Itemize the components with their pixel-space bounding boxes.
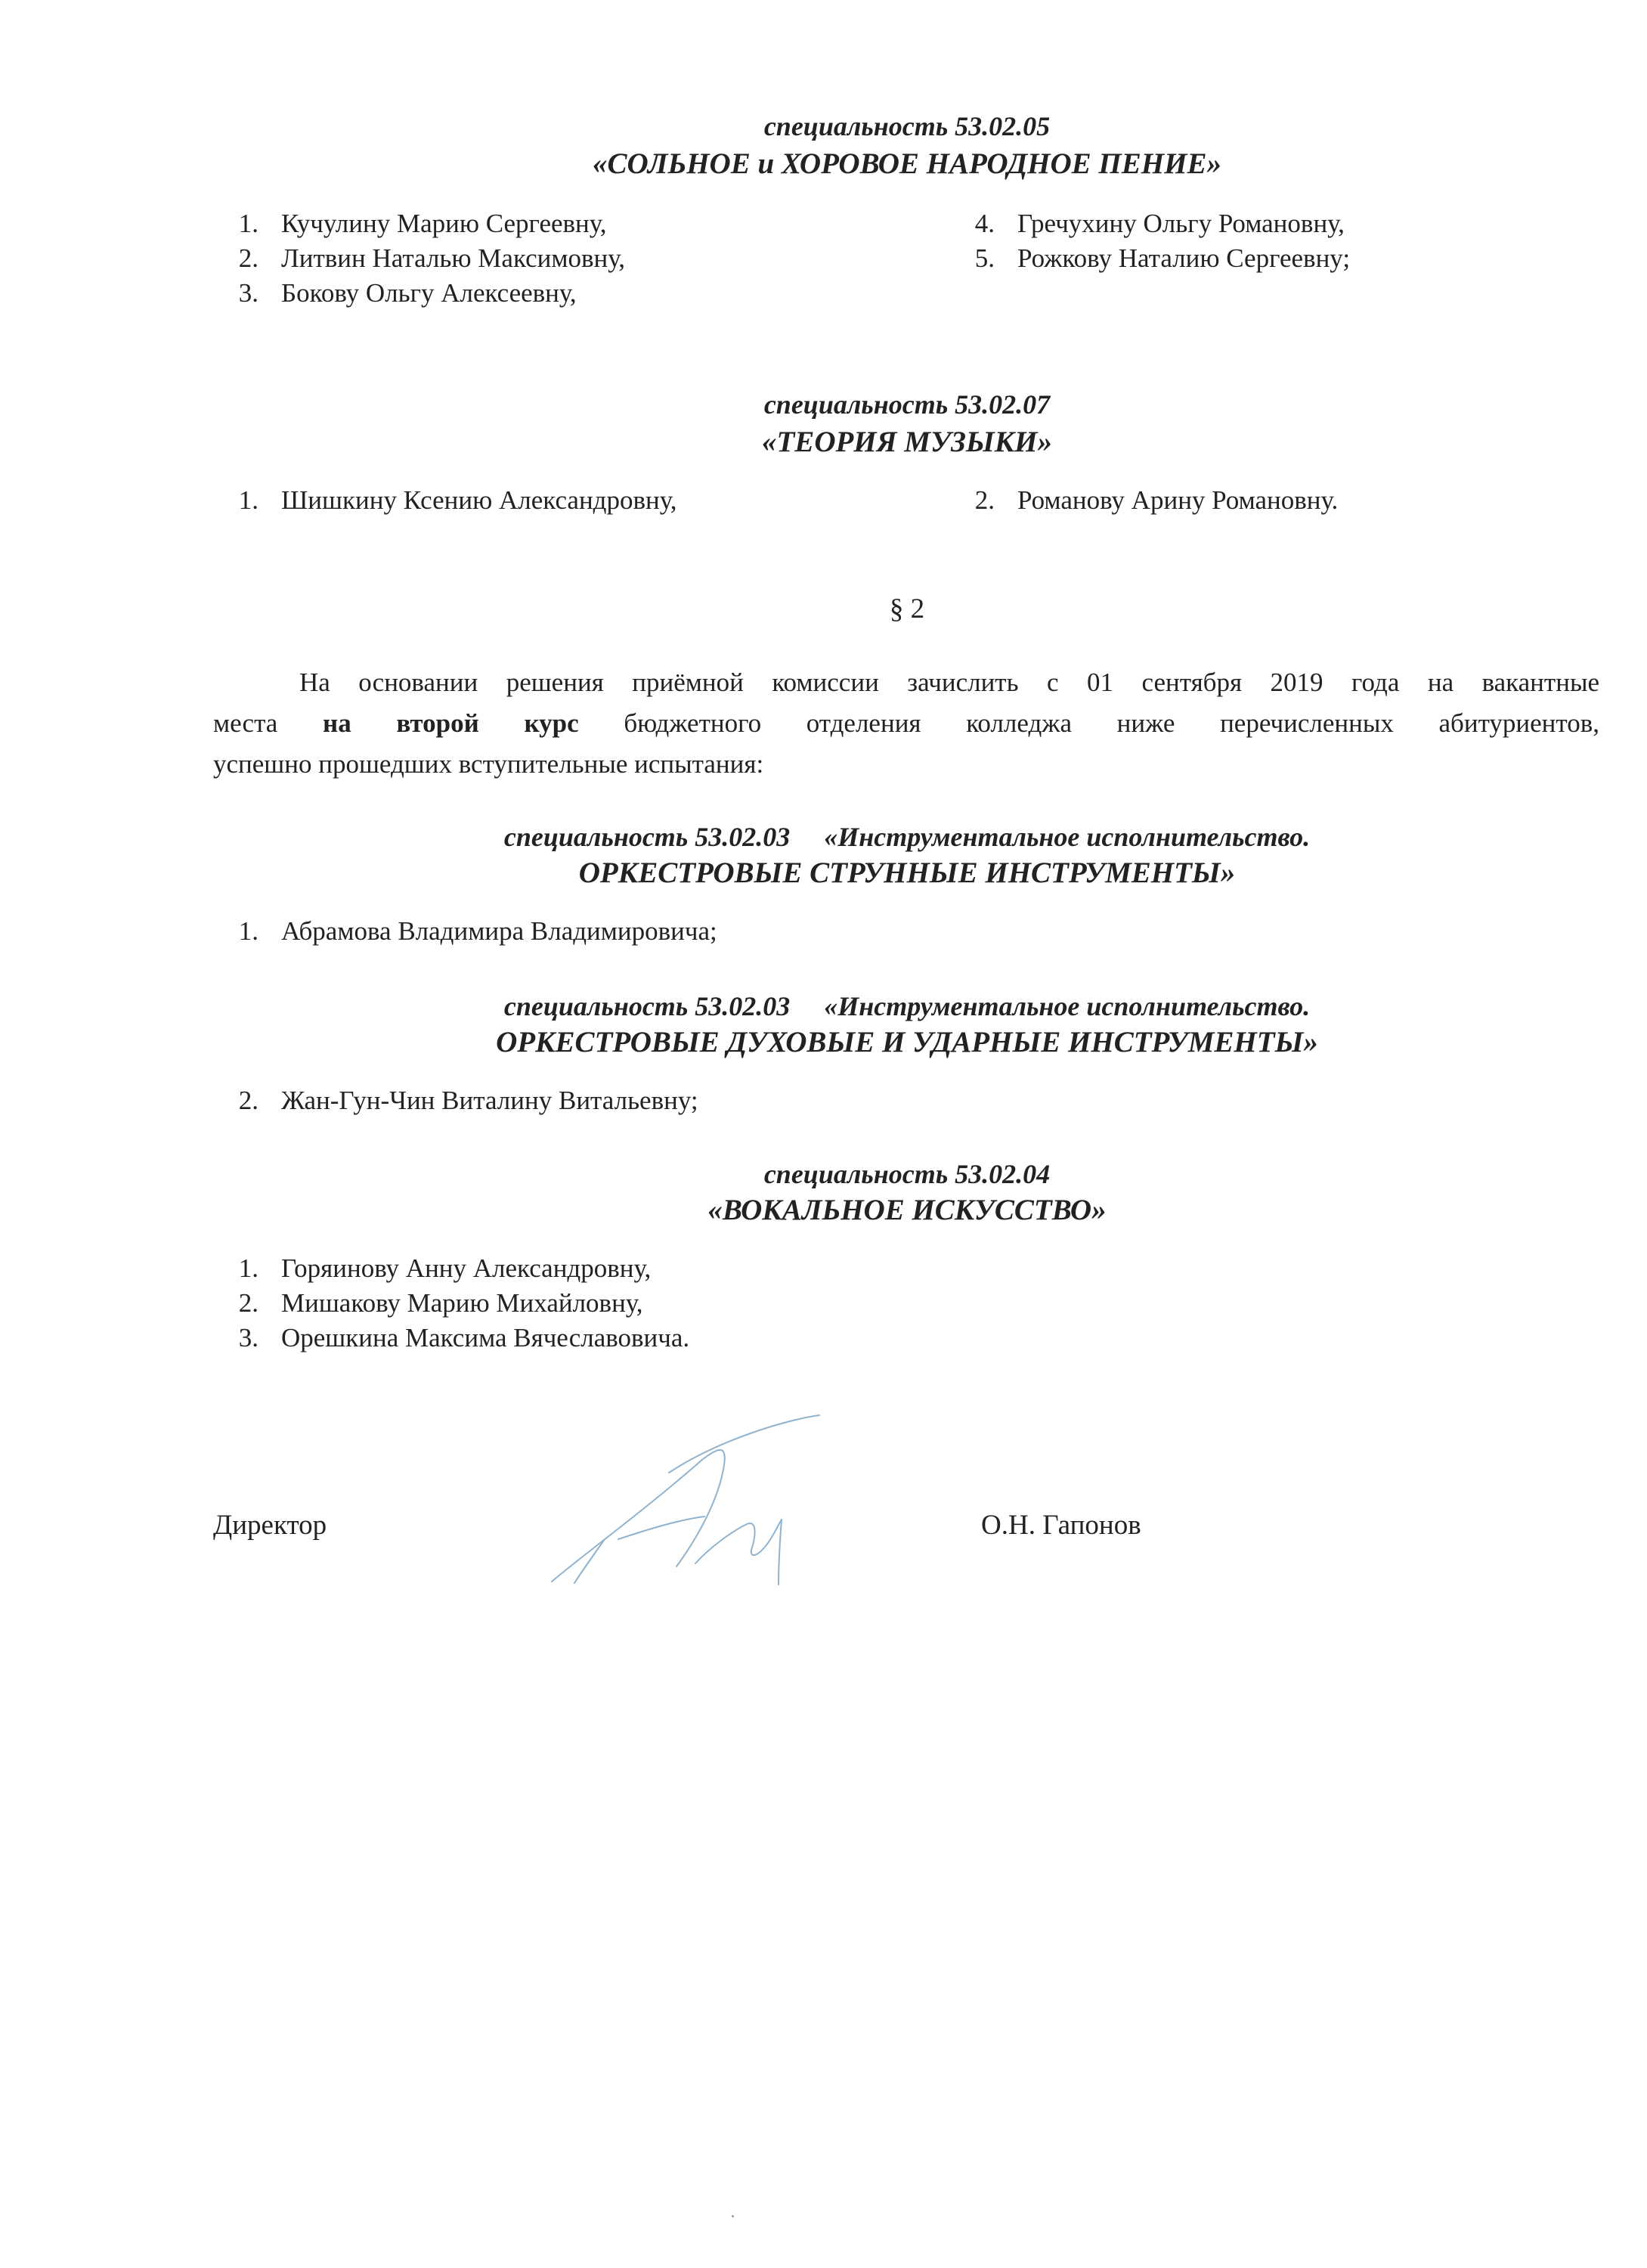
paragraph-line-1: На основании решения приёмной комиссии зачислить с 01 сентября 2019 года на вакантные xyxy=(299,668,1599,697)
student-name: Романову Арину Романовну. xyxy=(1017,485,1339,515)
list-item: 4. Гречухину Ольгу Романовну, xyxy=(974,209,1345,238)
signatory-role: Директор xyxy=(213,1510,327,1541)
spec-code-53-02-07: специальность 53.02.07 xyxy=(763,389,1051,420)
spec-title-folk-singing: «СОЛЬНОЕ и ХОРОВОЕ НАРОДНОЕ ПЕНИЕ» xyxy=(593,147,1221,180)
student-name: Мишакову Марию Михайловну, xyxy=(281,1288,643,1318)
signatory-name: О.Н. Гапонов xyxy=(981,1510,1141,1541)
student-name: Шишкину Ксению Александровну, xyxy=(281,485,677,515)
list-item: 1. Абрамова Владимира Владимировича; xyxy=(238,916,717,946)
list-item: 2. Романову Арину Романовну. xyxy=(974,485,1339,515)
student-name: Жан-Гун-Чин Виталину Витальевну; xyxy=(281,1086,698,1115)
signature-scribble xyxy=(529,1406,847,1603)
spec-title-music-theory: «ТЕОРИЯ МУЗЫКИ» xyxy=(761,426,1053,458)
section-number: § 2 xyxy=(889,593,925,624)
list-item: 2. Жан-Гун-Чин Виталину Витальевну; xyxy=(238,1086,698,1115)
student-name: Бокову Ольгу Алексеевну, xyxy=(281,278,577,308)
list-item: 2. Литвин Наталью Максимовну, xyxy=(238,243,625,273)
student-name: Абрамова Владимира Владимировича; xyxy=(281,916,717,946)
student-name: Гречухину Ольгу Романовну, xyxy=(1017,209,1345,238)
list-item: 5. Рожкову Наталию Сергеевну; xyxy=(974,243,1351,273)
spec-code-53-02-03-winds: специальность 53.02.03 «Инструментальное исполнительство. xyxy=(503,991,1311,1021)
spec-title-winds-percussion: ОРКЕСТРОВЫЕ ДУХОВЫЕ И УДАРНЫЕ ИНСТРУМЕНТЫ» xyxy=(496,1026,1318,1058)
list-item: 1. Кучулину Марию Сергеевну, xyxy=(238,209,607,238)
spec-code-53-02-04: специальность 53.02.04 xyxy=(763,1159,1051,1189)
paragraph-line-2: места на второй курс бюджетного отделения колледжа ниже перечисленных абитуриентов, xyxy=(213,708,1600,738)
list-item: 1. Горяинову Анну Александровну, xyxy=(238,1253,652,1283)
emphasis-second-course: на второй курс xyxy=(323,708,579,738)
list-item: 1. Шишкину Ксению Александровну, xyxy=(238,485,677,515)
student-name: Литвин Наталью Максимовну, xyxy=(281,243,625,273)
spec-title-strings: ОРКЕСТРОВЫЕ СТРУННЫЕ ИНСТРУМЕНТЫ» xyxy=(578,857,1236,889)
spec-code-53-02-05: специальность 53.02.05 xyxy=(763,111,1051,141)
student-name: Рожкову Наталию Сергеевну; xyxy=(1017,243,1351,273)
list-item: 3. Орешкина Максима Вячеславовича. xyxy=(238,1323,690,1352)
student-name: Горяинову Анну Александровну, xyxy=(281,1253,652,1283)
paragraph-line-3: успешно прошедших вступительные испытания: xyxy=(213,749,764,779)
list-item: 3. Бокову Ольгу Алексеевну, xyxy=(238,278,577,308)
spec-code-53-02-03-strings: специальность 53.02.03 «Инструментальное исполнительство. xyxy=(503,822,1311,852)
decree-paragraph xyxy=(213,662,1599,785)
spec-title-vocal-art: «ВОКАЛЬНОЕ ИСКУССТВО» xyxy=(707,1194,1107,1226)
scan-speck xyxy=(732,2215,734,2217)
student-name: Орешкина Максима Вячеславовича. xyxy=(281,1323,690,1352)
list-item: 2. Мишакову Марию Михайловну, xyxy=(238,1288,643,1318)
student-name: Кучулину Марию Сергеевну, xyxy=(281,209,607,238)
signature-strokes xyxy=(552,1415,819,1585)
